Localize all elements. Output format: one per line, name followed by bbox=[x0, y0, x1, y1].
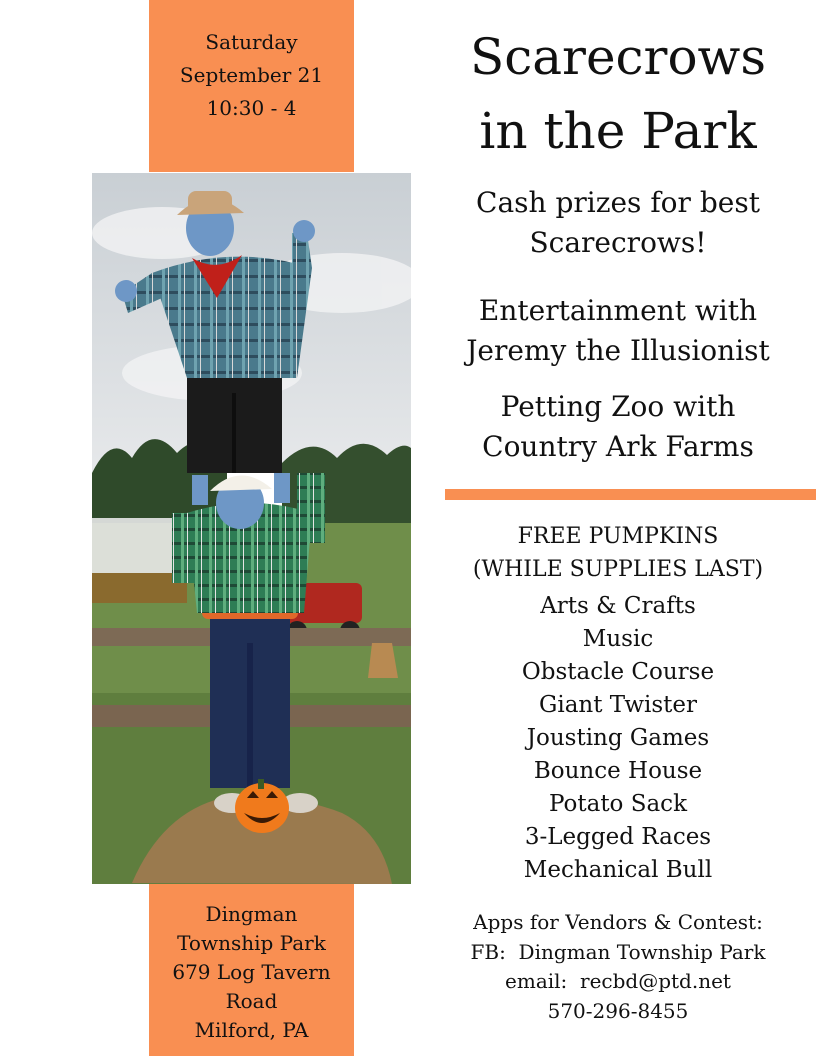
scarecrow-photo bbox=[92, 173, 411, 884]
prizes-line-2: Scarecrows! bbox=[529, 226, 707, 259]
contact-facebook: FB: Dingman Township Park bbox=[470, 939, 766, 964]
contact-email: email: recbd@ptd.net bbox=[505, 969, 731, 993]
prizes-line-1: Cash prizes for best bbox=[476, 186, 760, 219]
contact-phone: 570-296-8455 bbox=[547, 998, 689, 1023]
activity-list bbox=[420, 590, 816, 887]
location-line-2: Township Park bbox=[177, 931, 326, 955]
entertainment-line-2: Jeremy the Illusionist bbox=[466, 334, 770, 367]
event-day: Saturday bbox=[205, 30, 298, 54]
event-date: September 21 bbox=[179, 63, 324, 87]
activity-item: Arts & Crafts bbox=[540, 593, 696, 619]
scarecrow-illustration bbox=[92, 173, 411, 884]
zoo-line-2: Country Ark Farms bbox=[482, 430, 754, 463]
activity-item: Bounce House bbox=[533, 758, 703, 784]
event-time: 10:30 - 4 bbox=[206, 96, 297, 120]
activity-item: Mechanical Bull bbox=[523, 857, 713, 883]
activity-item: Jousting Games bbox=[526, 725, 710, 751]
activity-item: Obstacle Course bbox=[521, 659, 715, 685]
activity-item: Potato Sack bbox=[548, 791, 688, 817]
activity-item: Music bbox=[582, 626, 654, 652]
free-line-1: FREE PUMPKINS bbox=[517, 524, 719, 549]
promo-prizes bbox=[420, 183, 816, 263]
date-time-panel bbox=[149, 0, 354, 172]
activity-item: Giant Twister bbox=[538, 692, 698, 718]
free-line-2: (WHILE SUPPLIES LAST) bbox=[472, 557, 764, 582]
free-pumpkins-notice bbox=[420, 520, 816, 586]
location-panel bbox=[149, 884, 354, 1056]
title-line-2: in the Park bbox=[479, 102, 757, 160]
location-line-4: Road bbox=[225, 989, 278, 1013]
location-line-5: Milford, PA bbox=[194, 1018, 309, 1042]
title-line-1: Scarecrows bbox=[469, 28, 767, 86]
zoo-line-1: Petting Zoo with bbox=[500, 390, 736, 423]
event-title bbox=[420, 20, 816, 168]
event-date-time bbox=[149, 0, 354, 125]
promo-entertainment bbox=[420, 291, 816, 371]
contact-info bbox=[420, 908, 816, 1026]
orange-divider bbox=[445, 489, 816, 500]
location-line-1: Dingman bbox=[205, 902, 298, 926]
entertainment-line-1: Entertainment with bbox=[478, 294, 758, 327]
event-location bbox=[149, 884, 354, 1045]
promo-petting-zoo bbox=[420, 387, 816, 467]
location-line-3: 679 Log Tavern bbox=[172, 960, 331, 984]
activity-item: 3-Legged Races bbox=[524, 824, 712, 850]
contact-apps: Apps for Vendors & Contest: bbox=[473, 910, 763, 934]
